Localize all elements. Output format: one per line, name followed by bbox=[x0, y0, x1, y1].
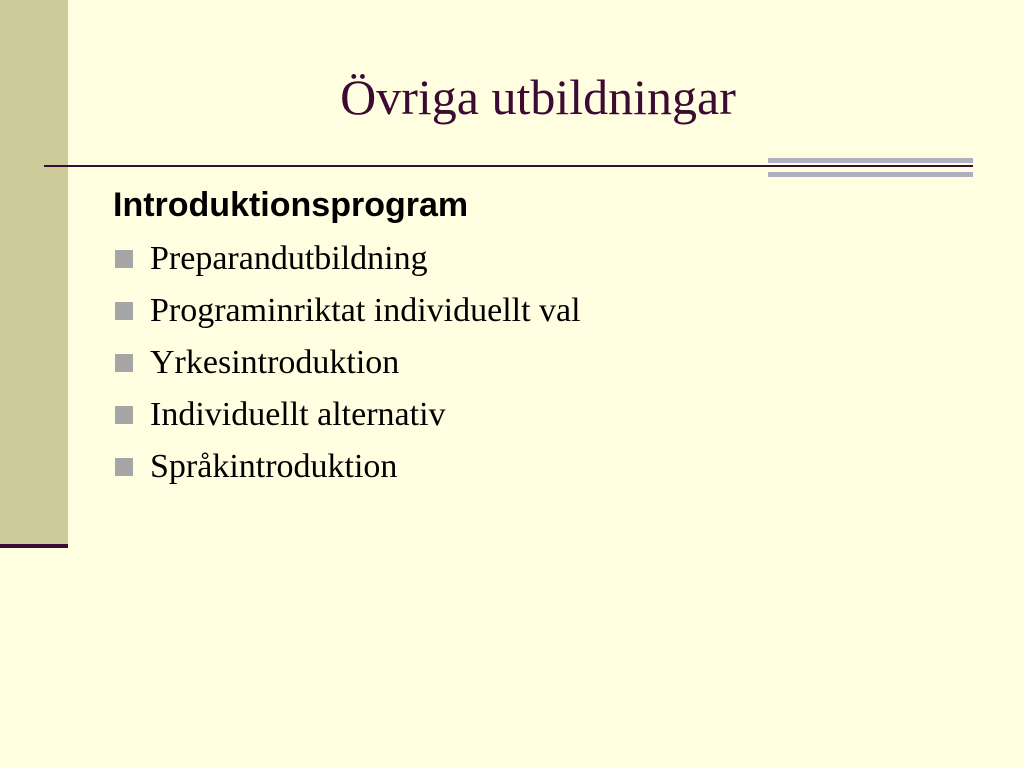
square-bullet-icon bbox=[115, 354, 133, 372]
bullet-text: Programinriktat individuellt val bbox=[150, 292, 581, 329]
bullet-item bbox=[113, 337, 973, 389]
slide-content bbox=[113, 183, 973, 493]
bullet-item bbox=[113, 233, 973, 285]
square-bullet-icon bbox=[115, 406, 133, 424]
slide-title: Övriga utbildningar bbox=[340, 69, 736, 125]
bullet-list bbox=[113, 233, 973, 493]
bullet-text: Yrkesintroduktion bbox=[150, 344, 400, 381]
left-band-underline bbox=[0, 544, 68, 548]
bullet-item bbox=[113, 285, 973, 337]
bullet-item bbox=[113, 441, 973, 493]
accent-bar-bottom bbox=[768, 172, 973, 177]
bullet-item bbox=[113, 389, 973, 441]
accent-bar-top bbox=[768, 158, 973, 163]
square-bullet-icon bbox=[115, 302, 133, 320]
content-heading: Introduktionsprogram bbox=[113, 186, 469, 224]
square-bullet-icon bbox=[115, 250, 133, 268]
bullet-text: Språkintroduktion bbox=[150, 448, 398, 485]
square-bullet-icon bbox=[115, 458, 133, 476]
bullet-text: Individuellt alternativ bbox=[150, 396, 446, 433]
bullet-text: Preparandutbildning bbox=[150, 240, 428, 277]
accent-bars bbox=[768, 158, 973, 178]
